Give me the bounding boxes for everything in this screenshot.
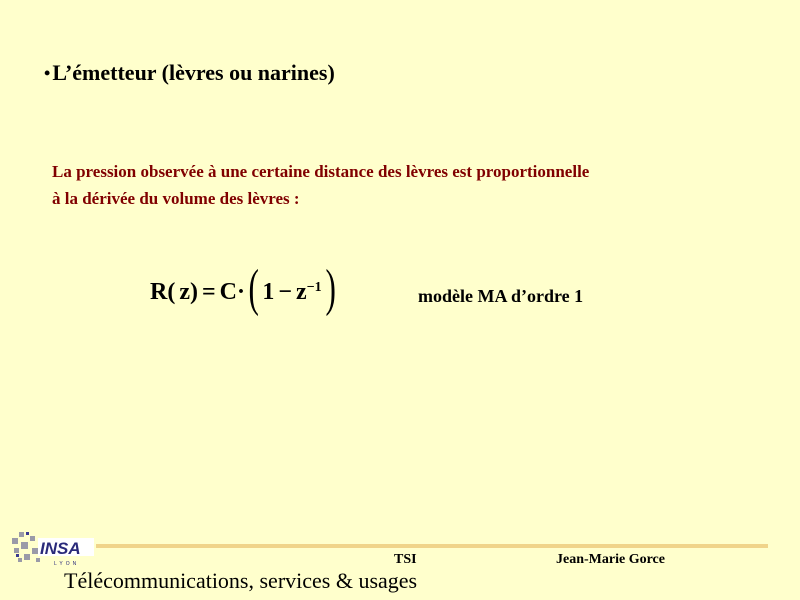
formula-constant: C·	[219, 278, 246, 305]
formula-lhs: R(	[150, 278, 176, 305]
model-label: modèle MA d’ordre 1	[418, 286, 584, 306]
formula-equals: =	[201, 278, 216, 305]
logo-text: INSA	[40, 539, 81, 558]
bullet-icon: •	[44, 63, 51, 83]
formula-open-paren: (	[248, 260, 259, 317]
logo-subtext: LYON	[54, 561, 80, 567]
transfer-function-formula	[150, 260, 339, 320]
intro-line-2: à la dérivée du volume des lèvres :	[52, 189, 300, 208]
slide-title-text: L’émetteur (lèvres ou narines)	[52, 60, 335, 85]
footer-divider	[96, 544, 768, 548]
footer-department: Télécommunications, services & usages	[64, 568, 418, 593]
formula-exponent: −1	[306, 280, 322, 295]
formula-z: z	[296, 278, 307, 305]
footer-author: Jean-Marie Gorce	[556, 552, 665, 567]
intro-line-1: La pression observée à une certaine distance des lèvres est proportionnelle	[52, 162, 590, 181]
insa-logo	[10, 526, 96, 572]
formula-var: z	[179, 278, 190, 305]
formula-one: 1	[262, 278, 275, 305]
slide-title	[44, 60, 335, 86]
intro-text	[52, 158, 782, 212]
formula-minus: −	[278, 278, 293, 305]
formula-close: )	[189, 278, 198, 305]
footer-course: TSI	[394, 552, 417, 567]
formula-close-paren: )	[325, 260, 336, 317]
